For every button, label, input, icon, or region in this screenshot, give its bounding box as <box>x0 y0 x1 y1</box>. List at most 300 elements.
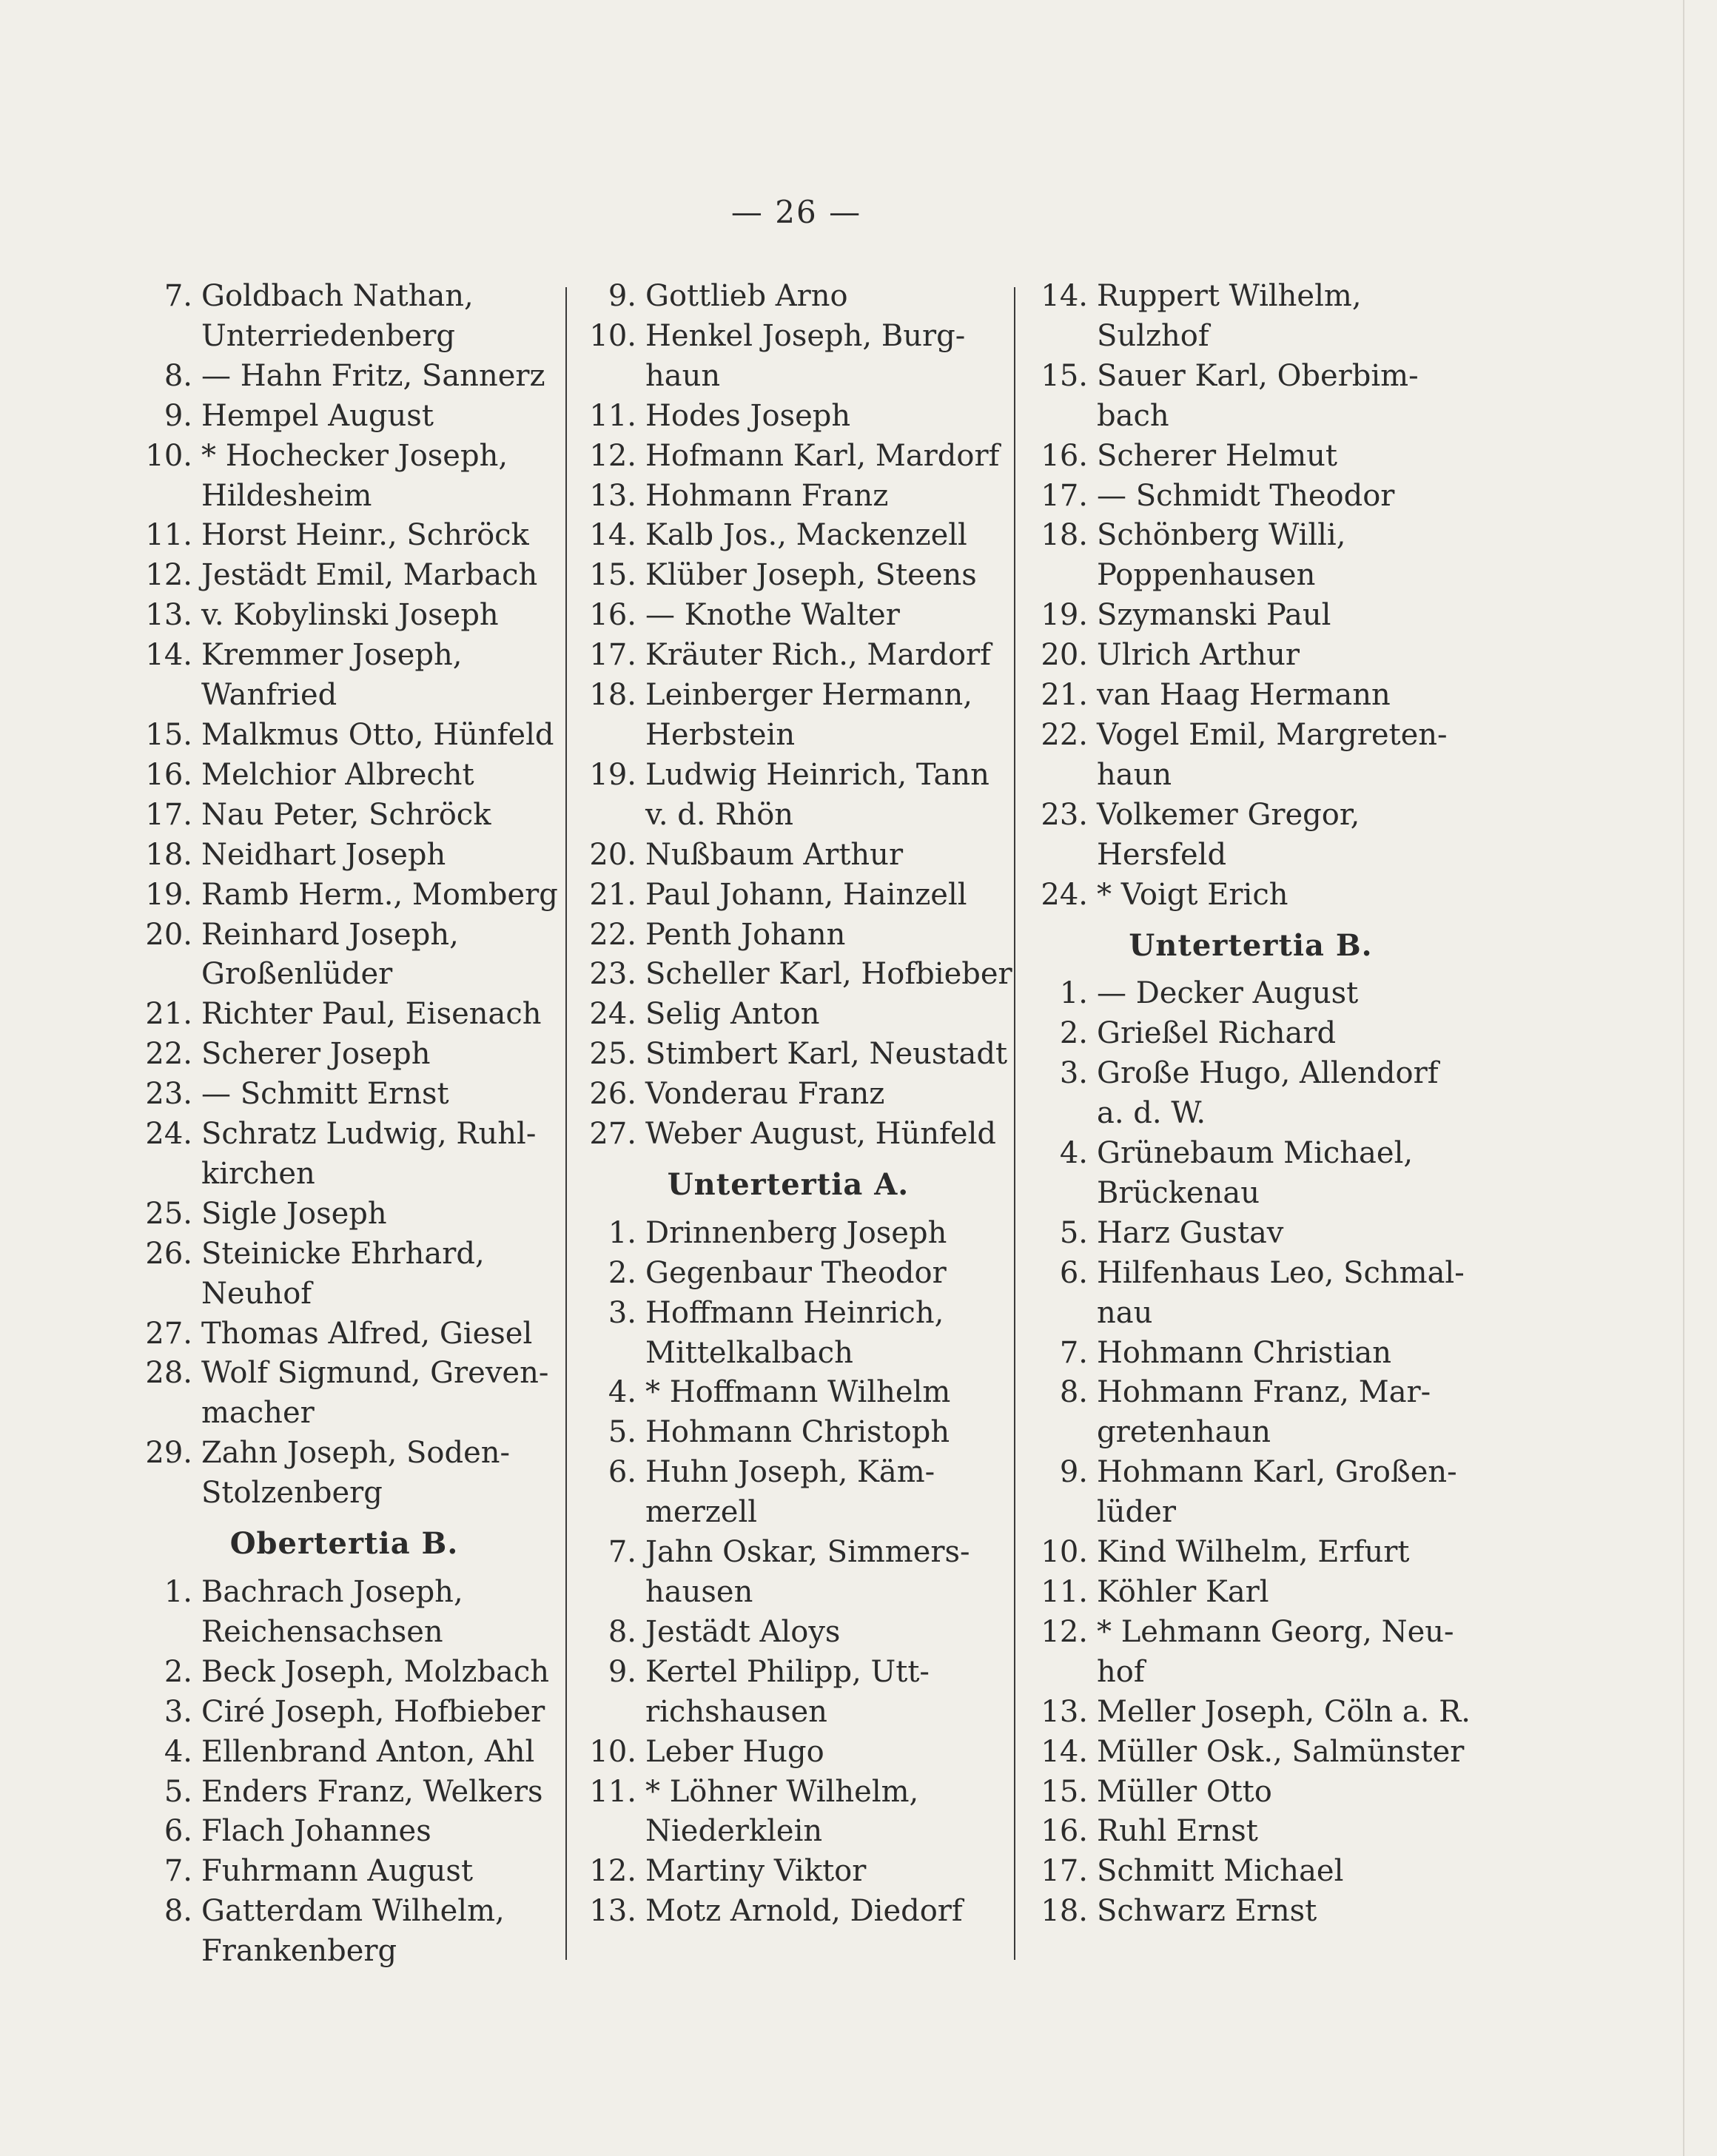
list-item <box>577 477 999 517</box>
list-item <box>1029 1014 1473 1054</box>
entry-number: 26. <box>589 1077 636 1112</box>
list-item <box>1029 676 1473 716</box>
entry-text: Steinicke Ehrhard, <box>201 1236 485 1271</box>
entry-text: Poppenhausen <box>1097 558 1316 593</box>
list-item <box>577 756 999 796</box>
list-item <box>1029 1334 1473 1374</box>
entry-text: Hildesheim <box>201 478 372 513</box>
entry-text: Gegenbaur Theodor <box>645 1255 947 1290</box>
entry-number: 15. <box>1041 1774 1088 1809</box>
entry-text: Stimbert Karl, Neustadt <box>645 1037 1008 1072</box>
list-item <box>577 676 999 716</box>
list-item <box>577 1115 999 1155</box>
list-item <box>1029 876 1473 916</box>
entry-number: 6. <box>1059 1255 1088 1290</box>
list-item <box>577 1533 999 1573</box>
entry-text: Ramb Herm., Momberg <box>201 877 558 912</box>
entry-text: Grünebaum Michael, <box>1097 1136 1414 1171</box>
list-item <box>1029 1054 1473 1094</box>
entry-number: 9. <box>164 398 192 433</box>
list-item <box>577 1035 1008 1075</box>
entry-text: Gatterdam Wilhelm, <box>201 1894 505 1929</box>
entry-text: Jestädt Emil, Marbach <box>201 558 538 593</box>
entry-number: 1. <box>1059 976 1088 1011</box>
list-items <box>577 277 1012 1155</box>
list-item <box>577 1852 999 1892</box>
entry-number: 9. <box>608 1654 636 1689</box>
list-item <box>577 1453 999 1493</box>
entry-number <box>133 1394 201 1434</box>
entry-number: 6. <box>164 1814 192 1849</box>
list-item <box>133 1434 555 1474</box>
list-item <box>133 1573 555 1613</box>
entry-number: 25. <box>589 1037 636 1072</box>
list-item <box>133 437 555 477</box>
entry-text: Sauer Karl, Oberbim- <box>1097 358 1419 393</box>
list-item <box>577 1294 999 1334</box>
entry-number <box>133 317 201 357</box>
entry-text: Ulrich Arthur <box>1097 638 1300 673</box>
entry-number: 12. <box>145 558 192 593</box>
entry-number: 2. <box>608 1255 636 1290</box>
entry-text: Sulzhof <box>1097 318 1209 353</box>
entry-number: 17. <box>1041 478 1088 513</box>
entry-number: 19. <box>1041 598 1088 633</box>
entry-number: 6. <box>608 1455 636 1490</box>
entry-text: Herbstein <box>645 717 796 752</box>
entry-text: Jahn Oskar, Simmers- <box>645 1535 970 1570</box>
entry-text: Kertel Philipp, Utt- <box>645 1654 930 1689</box>
entry-text: — Decker August <box>1097 976 1359 1011</box>
list-item <box>1029 1493 1473 1533</box>
entry-number <box>133 1932 201 1972</box>
list-item <box>133 516 555 556</box>
column-2 <box>577 277 1012 1932</box>
entry-number: 25. <box>145 1196 192 1231</box>
entry-number <box>1029 317 1097 357</box>
list-item <box>133 756 555 796</box>
list-item <box>577 1493 999 1533</box>
entry-text: Scheller Karl, Hofbieber <box>645 957 1012 992</box>
list-item <box>133 357 555 397</box>
entry-number: 20. <box>145 917 192 952</box>
entry-number: 14. <box>145 638 192 673</box>
list-item <box>1029 836 1473 876</box>
list-item <box>133 596 555 636</box>
list-items <box>577 1214 999 1932</box>
entry-number: 3. <box>164 1694 192 1729</box>
list-item <box>1029 437 1473 477</box>
entry-number <box>1029 1413 1097 1453</box>
entry-text: Reichensachsen <box>201 1614 443 1649</box>
list-item <box>133 995 555 1035</box>
list-item <box>133 317 555 357</box>
list-item <box>1029 596 1473 636</box>
list-item <box>577 1812 999 1852</box>
entry-text: Grießel Richard <box>1097 1016 1337 1051</box>
entry-text: Sigle Joseph <box>201 1196 387 1231</box>
entry-number <box>1029 1294 1097 1334</box>
entry-text: Müller Osk., Salmünster <box>1097 1734 1465 1769</box>
list-item <box>1029 1573 1473 1613</box>
entry-number: 16. <box>1041 1814 1088 1849</box>
entry-text: Hohmann Franz, Mar- <box>1097 1375 1431 1410</box>
list-item <box>1029 1094 1473 1134</box>
entry-text: Huhn Joseph, Käm- <box>645 1455 935 1490</box>
entry-number: 15. <box>589 558 636 593</box>
list-item <box>1029 1613 1473 1653</box>
entry-text: lüder <box>1097 1495 1176 1530</box>
list-item <box>1029 1773 1473 1813</box>
list-item <box>1029 1852 1473 1892</box>
list-item <box>133 477 555 517</box>
entry-text: Flach Johannes <box>201 1814 431 1849</box>
entry-number: 18. <box>1041 1894 1088 1929</box>
list-item <box>1029 1413 1473 1453</box>
entry-text: Zahn Joseph, Soden- <box>201 1436 511 1471</box>
entry-text: Weber August, Hünfeld <box>645 1117 996 1152</box>
entry-text: Kalb Jos., Mackenzell <box>645 518 967 553</box>
entry-number: 14. <box>589 518 636 553</box>
entry-text: van Haag Hermann <box>1097 678 1391 713</box>
entry-number <box>577 1693 645 1733</box>
entry-text: Mittelkalbach <box>645 1335 853 1370</box>
entry-number: 5. <box>608 1415 636 1450</box>
entry-number: 1. <box>164 1575 192 1609</box>
entry-text: haun <box>645 358 721 393</box>
entry-number: 14. <box>1041 1734 1088 1769</box>
entry-number: 5. <box>164 1774 192 1809</box>
list-item <box>1029 974 1473 1014</box>
list-item <box>1029 1653 1473 1693</box>
entry-text: Hodes Joseph <box>645 398 851 433</box>
section-heading-untertertia-a: Untertertia A. <box>667 1166 910 1202</box>
entry-number: 8. <box>608 1614 636 1649</box>
entry-number <box>133 955 201 995</box>
list-item <box>1029 556 1473 596</box>
entry-number: 14. <box>1041 279 1088 313</box>
list-item <box>1029 1294 1473 1334</box>
entry-text: Scherer Joseph <box>201 1037 431 1072</box>
list-item <box>577 437 999 477</box>
entry-number <box>133 1613 201 1653</box>
entry-number: 3. <box>1059 1056 1088 1091</box>
list-item <box>1029 1373 1473 1413</box>
entry-text: Schmitt Michael <box>1097 1854 1344 1889</box>
list-item <box>1029 277 1473 317</box>
entry-number: 18. <box>589 678 636 713</box>
entry-text: Scherer Helmut <box>1097 438 1337 473</box>
list-item <box>577 1075 999 1115</box>
list-item <box>1029 756 1473 796</box>
entry-number: 9. <box>1059 1455 1088 1490</box>
entry-number: 23. <box>145 1077 192 1112</box>
entry-number: 12. <box>589 1854 636 1889</box>
entry-number: 12. <box>589 438 636 473</box>
entry-number <box>577 1493 645 1533</box>
list-item <box>577 1214 999 1254</box>
entry-number: 15. <box>1041 358 1088 393</box>
entry-number: 24. <box>1041 877 1088 912</box>
list-item <box>577 397 999 437</box>
entry-number: 11. <box>589 1774 636 1809</box>
entry-text: bach <box>1097 398 1169 433</box>
entry-number <box>1029 397 1097 437</box>
entry-number: 19. <box>145 877 192 912</box>
list-item <box>1029 1812 1473 1852</box>
entry-text: Neidhart Joseph <box>201 837 446 872</box>
entry-text: Hilfenhaus Leo, Schmal- <box>1097 1255 1465 1290</box>
entry-number <box>577 357 645 397</box>
list-item <box>1029 1254 1473 1294</box>
entry-number <box>1029 756 1097 796</box>
entry-number <box>1029 1493 1097 1533</box>
list-item <box>1029 636 1473 676</box>
entry-number: 15. <box>145 717 192 752</box>
entry-text: Köhler Karl <box>1097 1575 1269 1609</box>
entry-text: Volkemer Gregor, <box>1097 797 1360 832</box>
entry-number: 28. <box>145 1356 192 1391</box>
list-item <box>577 357 999 397</box>
list-item <box>133 1932 555 1972</box>
entry-number: 21. <box>589 877 636 912</box>
list-item <box>1029 357 1473 397</box>
entry-text: Vonderau Franz <box>645 1077 885 1112</box>
list-item <box>133 1852 555 1892</box>
entry-text: kirchen <box>201 1156 315 1191</box>
entry-number: 10. <box>1041 1535 1088 1570</box>
list-item <box>133 1653 555 1693</box>
entry-text: nau <box>1097 1295 1153 1330</box>
entry-text: Ellenbrand Anton, Ahl <box>201 1734 535 1769</box>
entry-text: Hohmann Christian <box>1097 1335 1392 1370</box>
list-item <box>133 955 555 995</box>
entry-number: 27. <box>145 1316 192 1351</box>
entry-text: Fuhrmann August <box>201 1854 474 1889</box>
entry-text: Wolf Sigmund, Greven- <box>201 1356 549 1391</box>
entry-number <box>1029 1653 1097 1693</box>
list-item <box>577 596 999 636</box>
entry-text: a. d. W. <box>1097 1096 1206 1131</box>
entry-number: 4. <box>1059 1136 1088 1171</box>
list-item <box>577 955 1012 995</box>
column-divider <box>565 287 567 1960</box>
entry-text: Große Hugo, Allendorf <box>1097 1056 1439 1091</box>
list-item <box>133 1035 555 1075</box>
list-item <box>577 1613 999 1653</box>
list-item <box>577 1892 999 1932</box>
entry-number: 20. <box>589 837 636 872</box>
page-number: — 26 — <box>730 194 862 230</box>
list-item <box>133 1733 555 1773</box>
entry-text: Jestädt Aloys <box>645 1614 841 1649</box>
entry-text: Henkel Joseph, Burg- <box>645 318 966 353</box>
entry-number: 10. <box>589 318 636 353</box>
entry-text: Hohmann Christoph <box>645 1415 950 1450</box>
entry-text: Nußbaum Arthur <box>645 837 904 872</box>
entry-number: 19. <box>589 757 636 792</box>
entry-number: 8. <box>164 358 192 393</box>
entry-number: 7. <box>164 279 192 313</box>
entry-text: * Hochecker Joseph, <box>201 438 508 473</box>
entry-number: 1. <box>608 1215 636 1250</box>
list-item <box>133 676 555 716</box>
entry-text: Hofmann Karl, Mardorf <box>645 438 1000 473</box>
entry-number: 11. <box>589 398 636 433</box>
list-item <box>577 636 999 676</box>
column-3 <box>1029 277 1473 1932</box>
entry-number: 23. <box>1041 797 1088 832</box>
list-item <box>133 1195 555 1235</box>
list-item <box>1029 1693 1473 1733</box>
entry-number: 11. <box>145 518 192 553</box>
list-items <box>133 277 558 1514</box>
entry-number: 29. <box>145 1436 192 1471</box>
list-item <box>133 397 555 437</box>
list-item <box>133 836 555 876</box>
list-item <box>577 556 999 596</box>
entry-number: 9. <box>608 279 636 313</box>
entry-text: Drinnenberg Joseph <box>645 1215 947 1250</box>
list-item <box>133 1235 555 1275</box>
entry-text: Neuhof <box>201 1276 312 1311</box>
entry-text: Meller Joseph, Cöln a. R. <box>1097 1694 1471 1729</box>
list-item <box>577 1733 999 1773</box>
entry-number: 23. <box>589 957 636 992</box>
list-items <box>133 1573 555 1972</box>
entry-number: 7. <box>1059 1335 1088 1370</box>
list-item <box>133 1693 555 1733</box>
list-item <box>133 1474 555 1514</box>
list-item <box>577 1693 999 1733</box>
list-item <box>133 916 555 956</box>
list-item <box>133 1115 555 1155</box>
entry-number: 18. <box>145 837 192 872</box>
entry-text: hausen <box>645 1575 753 1609</box>
list-item <box>1029 397 1473 437</box>
list-items <box>1029 277 1473 916</box>
entry-number: 22. <box>145 1037 192 1072</box>
list-item <box>577 277 999 317</box>
list-item <box>133 1812 555 1852</box>
list-item <box>577 796 999 836</box>
entry-number: 21. <box>1041 678 1088 713</box>
entry-number: 16. <box>145 757 192 792</box>
column-divider <box>1014 287 1015 1960</box>
entry-text: gretenhaun <box>1097 1415 1271 1450</box>
list-item <box>577 1413 999 1453</box>
list-item <box>133 1892 555 1932</box>
entry-number: 7. <box>608 1535 636 1570</box>
list-item <box>577 836 999 876</box>
entry-text: Martiny Viktor <box>645 1854 867 1889</box>
list-item <box>1029 1533 1473 1573</box>
list-item <box>1029 1453 1473 1493</box>
entry-text: Goldbach Nathan, <box>201 279 474 313</box>
entry-text: — Hahn Fritz, Sannerz <box>201 358 545 393</box>
entry-number: 13. <box>589 478 636 513</box>
entry-number: 24. <box>145 1117 192 1152</box>
entry-text: Richter Paul, Eisenach <box>201 997 542 1032</box>
entry-text: Hoffmann Heinrich, <box>645 1295 944 1330</box>
entry-number: 13. <box>145 598 192 633</box>
entry-text: richshausen <box>645 1694 827 1729</box>
entry-number <box>577 1334 645 1374</box>
entry-text: Thomas Alfred, Giesel <box>201 1316 533 1351</box>
entry-text: Großenlüder <box>201 957 393 992</box>
entry-number: 24. <box>589 997 636 1032</box>
entry-text: Motz Arnold, Diedorf <box>645 1894 963 1929</box>
entry-number <box>577 796 645 836</box>
entry-number: 18. <box>1041 518 1088 553</box>
list-item <box>577 1773 999 1813</box>
entry-number: 20. <box>1041 638 1088 673</box>
entry-text: Kräuter Rich., Mardorf <box>645 638 991 673</box>
entry-number <box>133 676 201 716</box>
list-item <box>577 716 999 756</box>
entry-text: Bachrach Joseph, <box>201 1575 463 1609</box>
list-item <box>1029 516 1473 556</box>
entry-number: 5. <box>1059 1215 1088 1250</box>
entry-text: Melchior Albrecht <box>201 757 474 792</box>
entry-number: 10. <box>589 1734 636 1769</box>
entry-text: v. Kobylinski Joseph <box>201 598 499 633</box>
list-item <box>577 1653 999 1693</box>
entry-text: Gottlieb Arno <box>645 279 848 313</box>
entry-text: Müller Otto <box>1097 1774 1272 1809</box>
list-item <box>133 1354 555 1394</box>
entry-text: Malkmus Otto, Hünfeld <box>201 717 554 752</box>
entry-text: Kind Wilhelm, Erfurt <box>1097 1535 1410 1570</box>
entry-number: 21. <box>145 997 192 1032</box>
entry-text: * Voigt Erich <box>1097 877 1288 912</box>
entry-text: Hempel August <box>201 398 434 433</box>
entry-number: 16. <box>589 598 636 633</box>
list-item <box>577 1334 999 1374</box>
entry-text: Hersfeld <box>1097 837 1227 872</box>
entry-number: 8. <box>164 1894 192 1929</box>
entry-text: * Hoffmann Wilhelm <box>645 1375 951 1410</box>
entry-text: Vogel Emil, Margreten- <box>1097 717 1448 752</box>
entry-text: Selig Anton <box>645 997 820 1032</box>
entry-number: 17. <box>589 638 636 673</box>
entry-text: Schratz Ludwig, Ruhl- <box>201 1117 537 1152</box>
entry-number <box>133 1155 201 1195</box>
entry-text: v. d. Rhön <box>645 797 794 832</box>
list-item <box>133 1773 555 1813</box>
entry-text: Szymanski Paul <box>1097 598 1331 633</box>
list-item <box>577 317 999 357</box>
entry-number: 13. <box>589 1894 636 1929</box>
entry-text: Ruppert Wilhelm, <box>1097 279 1362 313</box>
entry-number: 12. <box>1041 1614 1088 1649</box>
list-item <box>133 277 555 317</box>
entry-number <box>133 1474 201 1514</box>
entry-text: Reinhard Joseph, <box>201 917 459 952</box>
entry-text: Hohmann Franz <box>645 478 889 513</box>
entry-text: macher <box>201 1396 315 1431</box>
list-item <box>577 1373 999 1413</box>
list-item <box>133 716 555 756</box>
entry-text: — Schmitt Ernst <box>201 1077 449 1112</box>
entry-text: hof <box>1097 1654 1145 1689</box>
list-item <box>1029 1174 1473 1214</box>
list-item <box>133 636 555 676</box>
entry-text: merzell <box>645 1495 758 1530</box>
list-item <box>1029 1892 1473 1932</box>
entry-text: Ciré Joseph, Hofbieber <box>201 1694 545 1729</box>
entry-text: Harz Gustav <box>1097 1215 1284 1250</box>
